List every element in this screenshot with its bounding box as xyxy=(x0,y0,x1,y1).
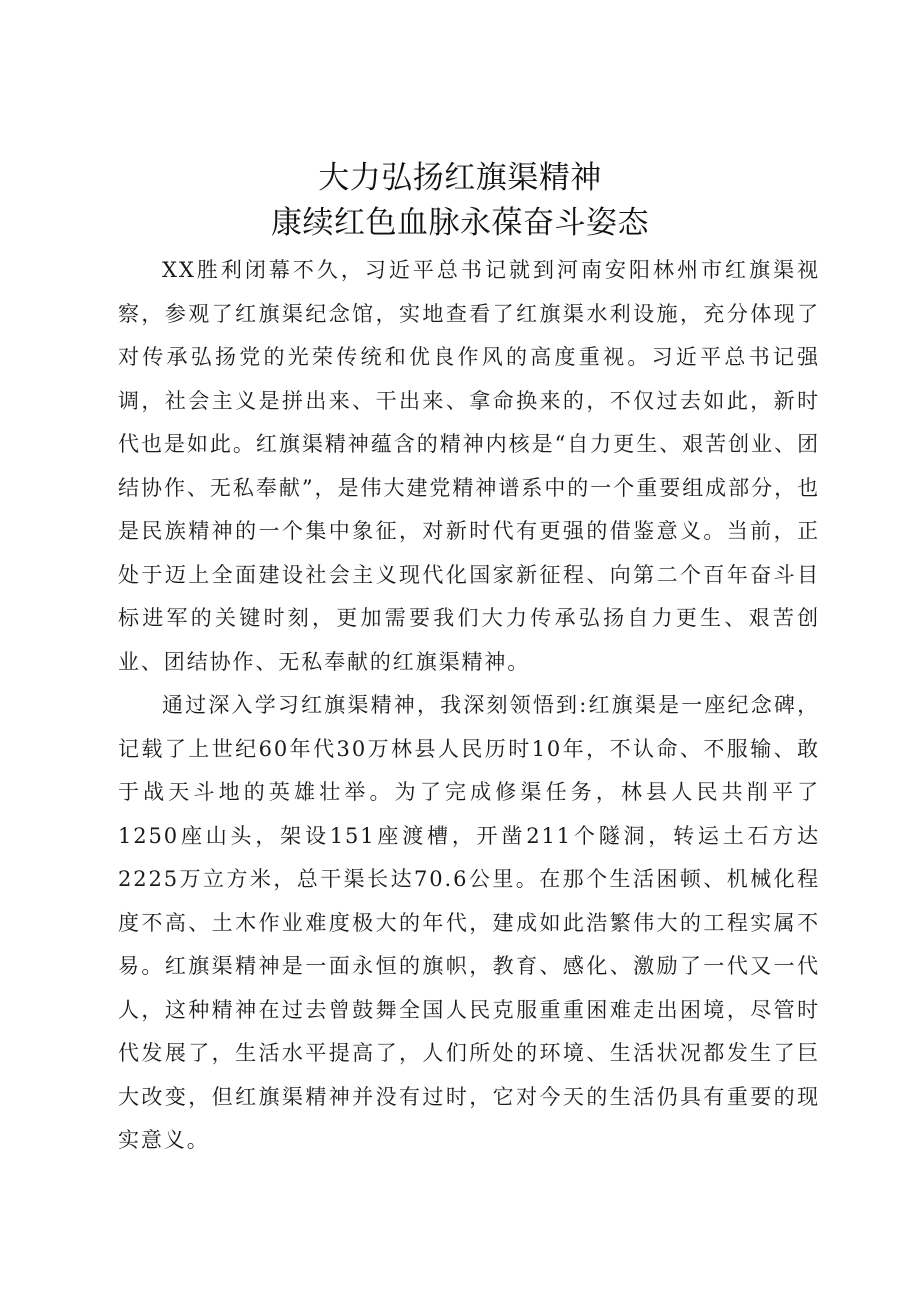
document-body xyxy=(118,249,820,1163)
title-line-2: 康续红色血脉永葆奋斗姿态 xyxy=(271,205,649,241)
paragraph-2: 通过深入学习红旗渠精神，我深刻领悟到:红旗渠是一座纪念碑，记载了上世纪60年代30万林县人民历时10年，不认命、不服输、敢于战天斗地的英雄壮举。为了完成修渠任务，林县人民共削平了1250座山头，架设151座渡槽，开凿211个隧洞，转运土石方达2225万立方米，总干渠长达70.6公里。在那个生活困顿、机械化程度不高、土木作业难度极大的年代，建成如此浩繁伟大的工程实属不易。红旗渠精神是一面永恒的旗帜，教育、感化、激励了一代又一代人，这种精神在过去曾鼓舞全国人民克服重重困难走出困境，尽管时代发展了，生活水平提高了，人们所处的环境、生活状况都发生了巨大改变，但红旗渠精神并没有过时，它对今天的生活仍具有重要的现实意义。 xyxy=(118,693,820,1152)
paragraph-1: XX胜利闭幕不久，习近平总书记就到河南安阳林州市红旗渠视察，参观了红旗渠纪念馆，实地查看了红旗渠水利设施，充分体现了对传承弘扬党的光荣传统和优良作风的高度重视。习近平总书记强调，社会主义是拼出来、干出来、拿命换来的，不仅过去如此，新时代也是如此。红旗渠精神蕴含的精神内核是“自力更生、艰苦创业、团结协作、无私奉献”，是伟大建党精神谱系中的一个重要组成部分，也是民族精神的一个集中象征，对新时代有更强的借鉴意义。当前，正处于迈上全面建设社会主义现代化国家新征程、向第二个百年奋斗目标进军的关键时刻，更加需要我们大力传承弘扬自力更生、艰苦创业、团结协作、无私奉献的红旗渠精神。 xyxy=(118,258,820,674)
title-line-1: 大力弘扬红旗渠精神 xyxy=(318,160,602,196)
document-title xyxy=(0,156,920,246)
